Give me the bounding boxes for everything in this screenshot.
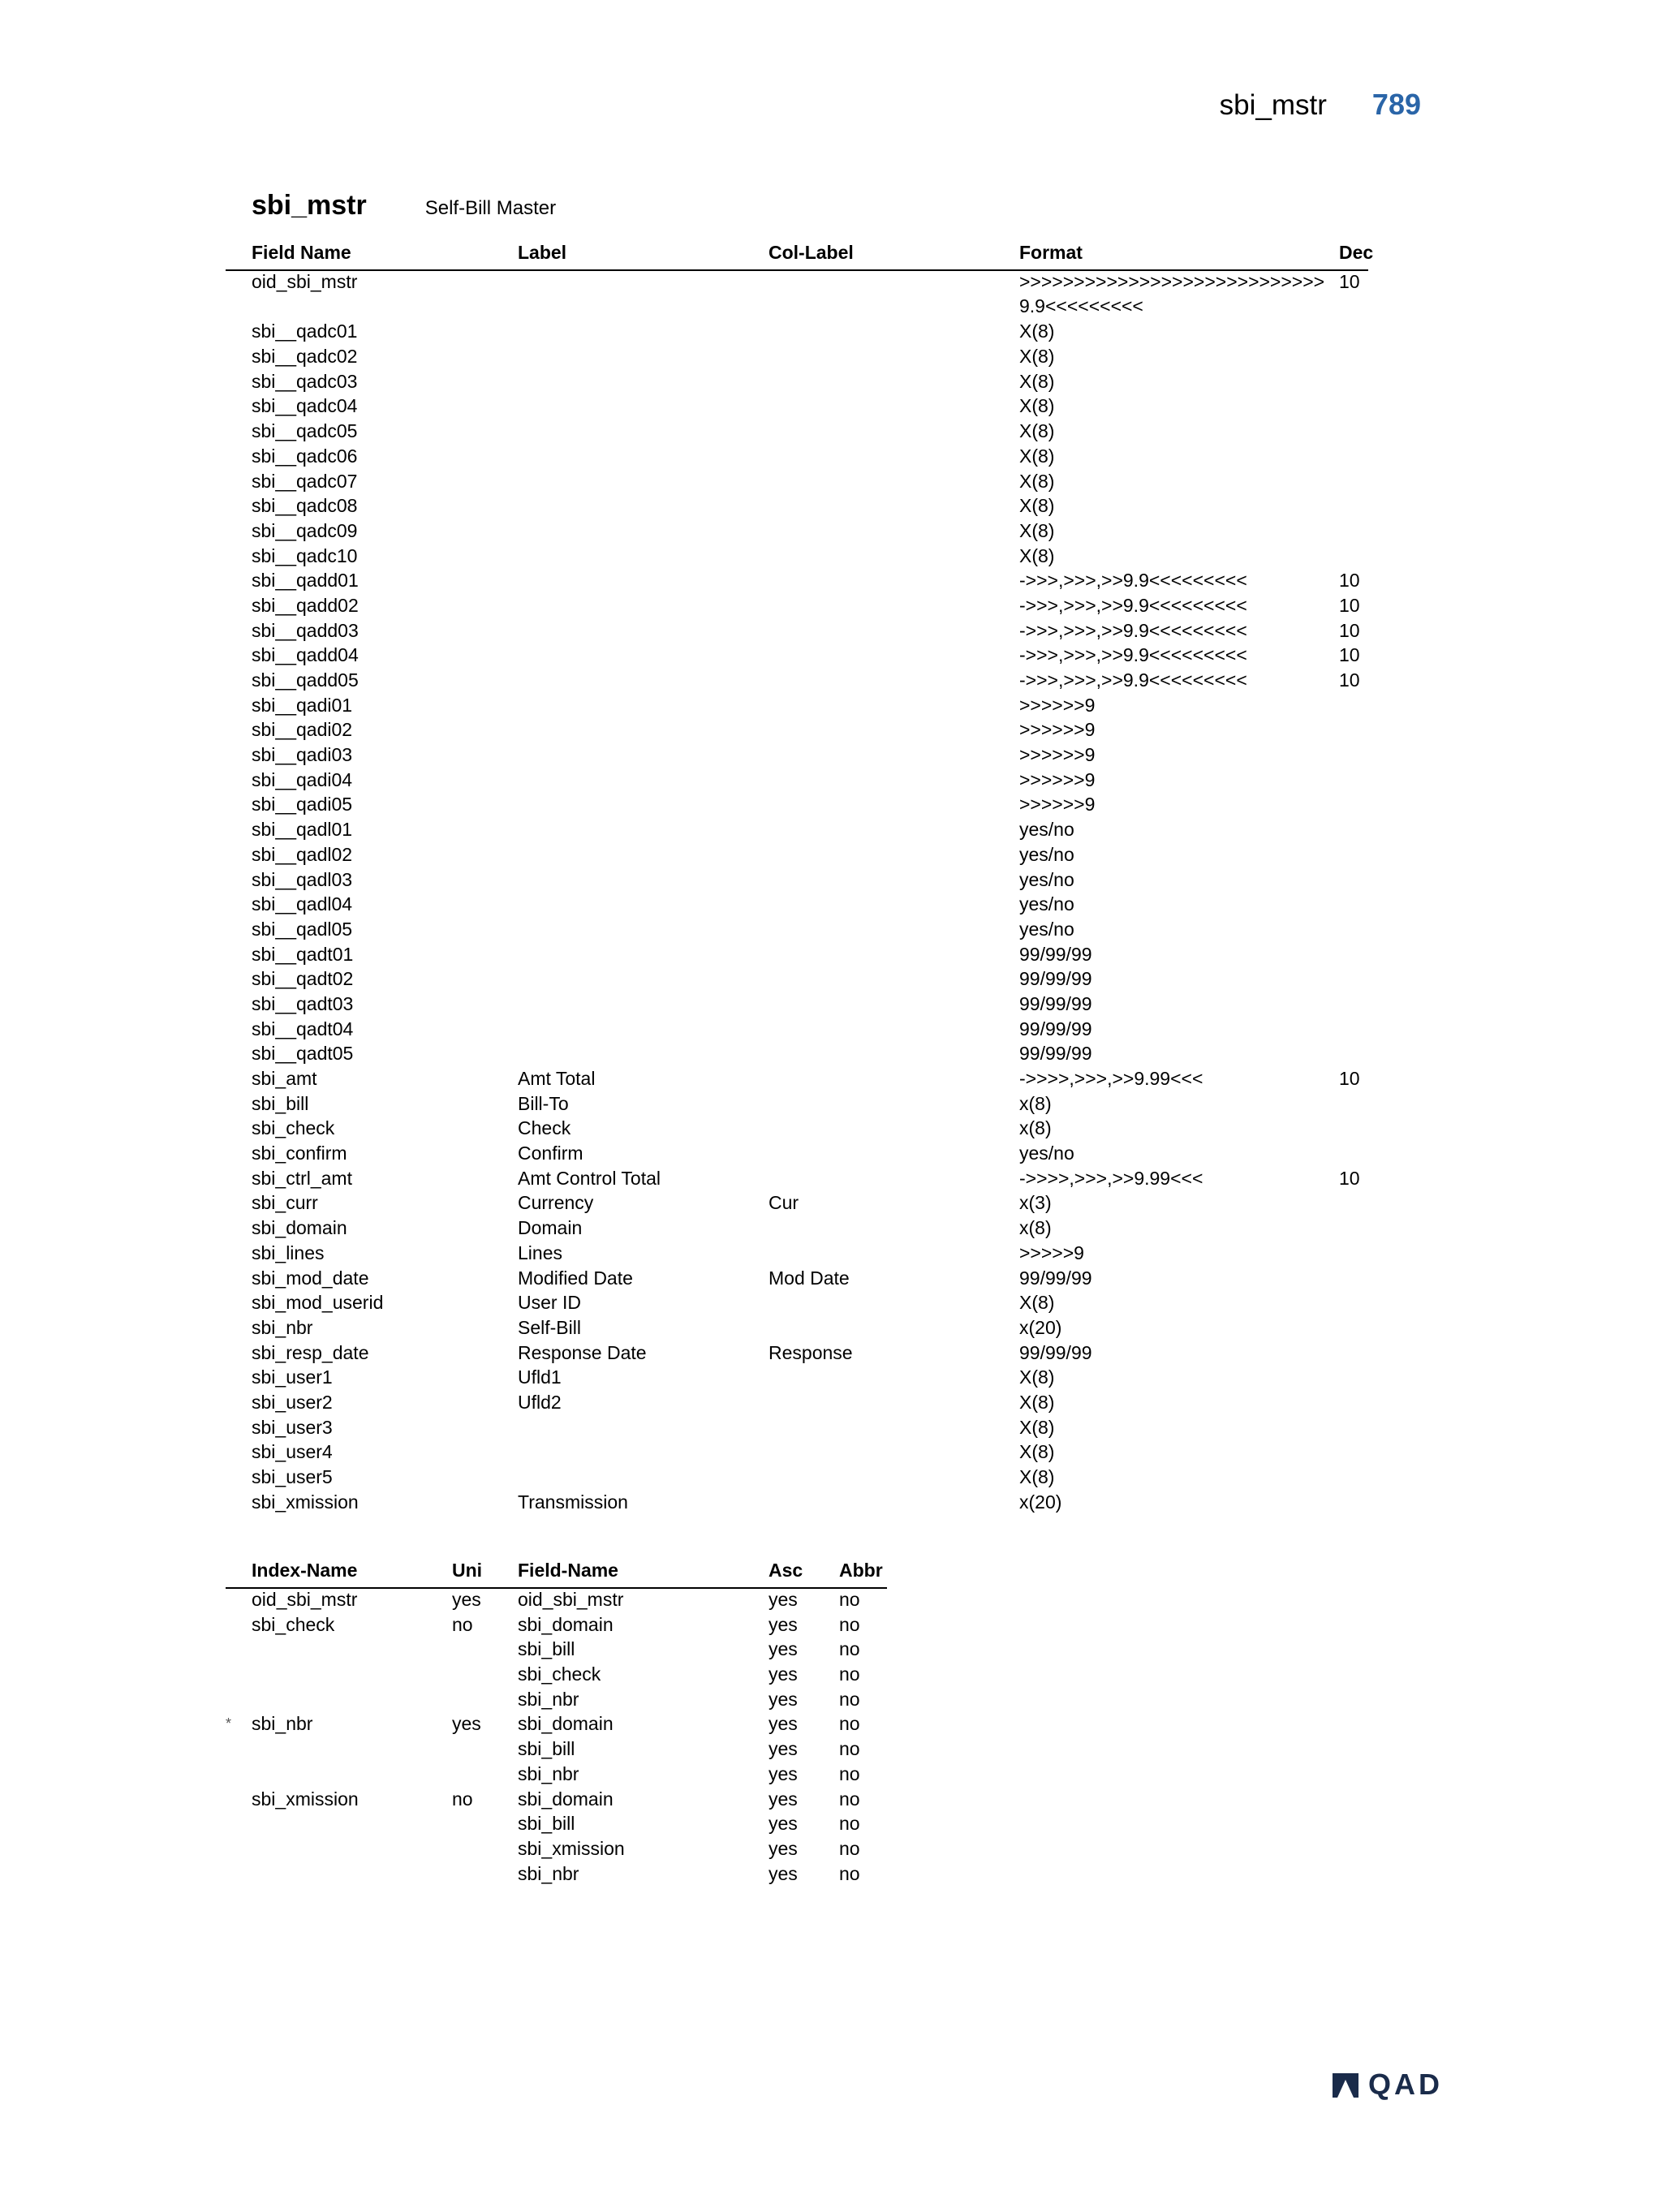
- index-table: [226, 1560, 887, 1886]
- field-format: yes/no: [1019, 868, 1074, 890]
- table-row: [226, 319, 1368, 344]
- field-format: X(8): [1019, 1441, 1055, 1463]
- field-format: X(8): [1019, 470, 1055, 492]
- field-format: >>>>>>9: [1019, 744, 1096, 766]
- index-field-name: sbi_bill: [518, 1638, 575, 1660]
- field-name: sbi__qadd03: [252, 619, 359, 641]
- index-ascending: yes: [769, 1837, 798, 1859]
- field-col-label: Mod Date: [769, 1267, 850, 1289]
- table-row: [226, 1762, 887, 1787]
- field-dec: 10: [1339, 1068, 1360, 1090]
- table-row: [226, 643, 1368, 668]
- field-name: oid_sbi_mstr: [252, 271, 358, 292]
- field-format: ->>>,>>>,>>9.9<<<<<<<<<: [1019, 619, 1247, 641]
- field-name: sbi_check: [252, 1117, 335, 1139]
- field-format: X(8): [1019, 1292, 1055, 1314]
- field-name: sbi__qadl05: [252, 918, 353, 940]
- column-header-dec: Dec: [1339, 242, 1374, 263]
- table-row: [226, 394, 1368, 419]
- index-field-name: oid_sbi_mstr: [518, 1589, 624, 1610]
- table-row: [226, 269, 1368, 319]
- field-name: sbi__qadl02: [252, 843, 353, 865]
- field-name: sbi__qadc10: [252, 544, 358, 566]
- field-dec: 10: [1339, 669, 1360, 691]
- field-label: Confirm: [518, 1143, 583, 1164]
- field-name: sbi__qadc04: [252, 395, 358, 417]
- table-row: [226, 1612, 887, 1637]
- index-abbreviated: no: [839, 1813, 860, 1835]
- index-ascending: yes: [769, 1663, 798, 1685]
- index-field-name: sbi_nbr: [518, 1762, 579, 1784]
- column-header-field-name: Field-Name: [518, 1560, 618, 1581]
- table-row: [226, 1190, 1368, 1216]
- index-unique: yes: [452, 1589, 481, 1610]
- field-name: sbi_amt: [252, 1068, 317, 1090]
- field-col-label: Response: [769, 1341, 853, 1363]
- field-format: 99/99/99: [1019, 992, 1092, 1014]
- field-name: sbi_domain: [252, 1217, 347, 1239]
- running-head-title: sbi_mstr: [1219, 89, 1327, 121]
- field-format: 99/99/99: [1019, 1267, 1092, 1289]
- table-row: [226, 1091, 1368, 1117]
- field-name: sbi__qadl04: [252, 893, 353, 915]
- field-label: Bill-To: [518, 1092, 569, 1114]
- index-field-name: sbi_domain: [518, 1613, 614, 1635]
- field-name: sbi__qadi02: [252, 719, 353, 741]
- table-row: [226, 1490, 1368, 1515]
- table-row: [226, 1787, 887, 1812]
- field-name: sbi__qadd02: [252, 594, 359, 616]
- table-row: [226, 817, 1368, 842]
- index-abbreviated: no: [839, 1738, 860, 1760]
- table-row: [226, 1736, 887, 1762]
- field-name: sbi__qadc03: [252, 370, 358, 392]
- field-rows: [226, 269, 1368, 1514]
- field-name: sbi__qadt01: [252, 943, 354, 965]
- field-format: yes/no: [1019, 819, 1074, 841]
- field-name: sbi_curr: [252, 1192, 318, 1214]
- table-row: [226, 966, 1368, 992]
- table-row: [226, 1116, 1368, 1141]
- field-label: Response Date: [518, 1341, 647, 1363]
- field-label: Currency: [518, 1192, 594, 1214]
- table-row: [226, 1141, 1368, 1166]
- index-name: sbi_check: [252, 1613, 335, 1635]
- index-abbreviated: no: [839, 1713, 860, 1735]
- field-format: yes/no: [1019, 1143, 1074, 1164]
- field-format: 99/99/99: [1019, 1043, 1092, 1065]
- index-abbreviated: no: [839, 1762, 860, 1784]
- field-name: sbi__qadi05: [252, 794, 353, 816]
- page-number: 789: [1371, 88, 1421, 121]
- table-row: [226, 867, 1368, 893]
- table-title: [252, 190, 556, 222]
- table-row: [226, 1166, 1368, 1191]
- field-dec: 10: [1339, 570, 1360, 592]
- field-name: sbi__qadd01: [252, 570, 359, 592]
- index-table-header: [226, 1560, 887, 1587]
- index-ascending: yes: [769, 1688, 798, 1710]
- field-name: sbi__qadc08: [252, 495, 358, 517]
- table-row: [226, 1290, 1368, 1315]
- table-row: [226, 1587, 887, 1612]
- field-format: X(8): [1019, 395, 1055, 417]
- field-label: User ID: [518, 1292, 581, 1314]
- field-table: [226, 242, 1374, 1514]
- qad-logo-icon: [1329, 2068, 1362, 2101]
- index-abbreviated: no: [839, 1788, 860, 1810]
- index-ascending: yes: [769, 1862, 798, 1884]
- field-name: sbi__qadl03: [252, 868, 353, 890]
- table-row: [226, 1041, 1368, 1066]
- index-abbreviated: no: [839, 1663, 860, 1685]
- table-row: [226, 1687, 887, 1712]
- table-name: sbi_mstr: [252, 190, 367, 221]
- column-header-asc: Asc: [769, 1560, 803, 1581]
- index-field-name: sbi_xmission: [518, 1837, 625, 1859]
- field-name: sbi__qadl01: [252, 819, 353, 841]
- field-name: sbi_mod_userid: [252, 1292, 384, 1314]
- field-name: sbi_resp_date: [252, 1341, 369, 1363]
- index-ascending: yes: [769, 1762, 798, 1784]
- index-ascending: yes: [769, 1713, 798, 1735]
- index-field-name: sbi_nbr: [518, 1688, 579, 1710]
- table-row: [226, 1711, 887, 1736]
- field-format: X(8): [1019, 1391, 1055, 1413]
- field-name: sbi_mod_date: [252, 1267, 369, 1289]
- field-name: sbi_xmission: [252, 1491, 359, 1513]
- field-dec: 10: [1339, 271, 1360, 292]
- index-name: sbi_xmission: [252, 1788, 359, 1810]
- field-format: >>>>>>9: [1019, 694, 1096, 716]
- running-head: [1220, 88, 1421, 122]
- field-format: ->>>>,>>>,>>9.99<<<: [1019, 1068, 1203, 1090]
- table-row: [226, 1266, 1368, 1291]
- table-row: [226, 768, 1368, 793]
- field-name: sbi_user1: [252, 1366, 333, 1388]
- field-label: Self-Bill: [518, 1316, 581, 1338]
- table-row: [226, 519, 1368, 544]
- index-ascending: yes: [769, 1813, 798, 1835]
- field-label: Ufld2: [518, 1391, 562, 1413]
- field-format: X(8): [1019, 1416, 1055, 1438]
- index-unique: no: [452, 1788, 473, 1810]
- field-format: yes/no: [1019, 893, 1074, 915]
- field-name: sbi__qadd05: [252, 669, 359, 691]
- field-label: Transmission: [518, 1491, 628, 1513]
- field-name: sbi__qadc05: [252, 420, 358, 442]
- table-row: [226, 1241, 1368, 1266]
- index-field-name: sbi_check: [518, 1663, 601, 1685]
- field-format: x(8): [1019, 1217, 1052, 1239]
- index-ascending: yes: [769, 1613, 798, 1635]
- field-name: sbi__qadd04: [252, 644, 359, 666]
- field-name: sbi__qadi03: [252, 744, 353, 766]
- column-header-index-name: Index-Name: [252, 1560, 358, 1581]
- index-ascending: yes: [769, 1589, 798, 1610]
- table-row: [226, 493, 1368, 519]
- index-unique: yes: [452, 1713, 481, 1735]
- field-dec: 10: [1339, 644, 1360, 666]
- index-unique: no: [452, 1613, 473, 1635]
- field-format: x(8): [1019, 1092, 1052, 1114]
- field-format: 99/99/99: [1019, 968, 1092, 990]
- table-row: [226, 369, 1368, 394]
- column-header-field-name: Field Name: [252, 242, 351, 263]
- table-row: [226, 992, 1368, 1017]
- index-abbreviated: no: [839, 1638, 860, 1660]
- logo-text: QAD: [1368, 2068, 1443, 2101]
- field-format: x(8): [1019, 1117, 1052, 1139]
- table-row: [226, 842, 1368, 867]
- table-row: [226, 892, 1368, 917]
- field-name: sbi_confirm: [252, 1143, 347, 1164]
- field-table-header: [226, 242, 1374, 269]
- table-row: [226, 693, 1368, 718]
- table-row: [226, 1440, 1368, 1465]
- table-row: [226, 717, 1368, 742]
- index-abbreviated: no: [839, 1837, 860, 1859]
- field-format: ->>>,>>>,>>9.9<<<<<<<<<: [1019, 669, 1247, 691]
- table-row: [226, 1662, 887, 1687]
- field-format: 99/99/99: [1019, 943, 1092, 965]
- field-name: sbi_user5: [252, 1466, 333, 1488]
- field-name: sbi_lines: [252, 1242, 325, 1263]
- field-format: x(20): [1019, 1316, 1062, 1338]
- field-format: yes/no: [1019, 918, 1074, 940]
- field-dec: 10: [1339, 619, 1360, 641]
- field-format: >>>>>>9: [1019, 719, 1096, 741]
- field-format: X(8): [1019, 544, 1055, 566]
- field-format: X(8): [1019, 370, 1055, 392]
- table-row: [226, 1415, 1368, 1440]
- field-format: X(8): [1019, 519, 1055, 541]
- index-field-name: sbi_domain: [518, 1713, 614, 1735]
- index-field-name: sbi_bill: [518, 1813, 575, 1835]
- index-name: oid_sbi_mstr: [252, 1589, 358, 1610]
- field-format: 99/99/99: [1019, 1018, 1092, 1039]
- field-format: ->>>,>>>,>>9.9<<<<<<<<<: [1019, 570, 1247, 592]
- field-name: sbi__qadt02: [252, 968, 354, 990]
- field-name: sbi_bill: [252, 1092, 309, 1114]
- field-name: sbi__qadt05: [252, 1043, 354, 1065]
- table-row: [226, 668, 1368, 693]
- field-format: >>>>>>>>>>>>>>>>>>>>>>>>>>>>9.9<<<<<<<<<: [1019, 271, 1325, 316]
- field-dec: 10: [1339, 594, 1360, 616]
- field-format: X(8): [1019, 1466, 1055, 1488]
- table-row: [226, 1341, 1368, 1366]
- field-format: ->>>,>>>,>>9.9<<<<<<<<<: [1019, 644, 1247, 666]
- field-format: >>>>>>9: [1019, 768, 1096, 790]
- index-field-name: sbi_bill: [518, 1738, 575, 1760]
- field-name: sbi__qadc01: [252, 321, 358, 342]
- table-row: [226, 469, 1368, 494]
- table-row: [226, 444, 1368, 469]
- table-row: [226, 544, 1368, 569]
- index-abbreviated: no: [839, 1862, 860, 1884]
- field-name: sbi__qadc07: [252, 470, 358, 492]
- index-ascending: yes: [769, 1788, 798, 1810]
- index-ascending: yes: [769, 1738, 798, 1760]
- primary-index-marker: *: [226, 1715, 232, 1732]
- table-row: [226, 618, 1368, 643]
- field-name: sbi_user3: [252, 1416, 333, 1438]
- table-row: [226, 1836, 887, 1861]
- field-name: sbi__qadc06: [252, 445, 358, 467]
- field-label: Domain: [518, 1217, 583, 1239]
- index-ascending: yes: [769, 1638, 798, 1660]
- field-format: yes/no: [1019, 843, 1074, 865]
- field-name: sbi__qadt04: [252, 1018, 354, 1039]
- table-row: [226, 742, 1368, 768]
- field-name: sbi_user4: [252, 1441, 333, 1463]
- table-description: Self-Bill Master: [424, 197, 557, 219]
- table-row: [226, 1017, 1368, 1042]
- field-format: x(20): [1019, 1491, 1062, 1513]
- table-row: [226, 1365, 1368, 1390]
- table-row: [226, 1066, 1368, 1091]
- column-header-abbr: Abbr: [839, 1560, 883, 1581]
- field-format: 99/99/99: [1019, 1341, 1092, 1363]
- table-row: [226, 792, 1368, 817]
- field-label: Ufld1: [518, 1366, 562, 1388]
- index-abbreviated: no: [839, 1589, 860, 1610]
- table-row: [226, 1637, 887, 1662]
- column-header-col-label: Col-Label: [769, 242, 854, 263]
- index-abbreviated: no: [839, 1688, 860, 1710]
- table-row: [226, 1465, 1368, 1490]
- field-format: X(8): [1019, 346, 1055, 368]
- table-row: [226, 593, 1368, 618]
- field-format: X(8): [1019, 1366, 1055, 1388]
- column-header-label: Label: [518, 242, 567, 263]
- field-col-label: Cur: [769, 1192, 799, 1214]
- qad-logo: [1329, 2068, 1443, 2102]
- column-header-format: Format: [1019, 242, 1083, 263]
- field-label: Modified Date: [518, 1267, 633, 1289]
- field-format: X(8): [1019, 420, 1055, 442]
- field-dec: 10: [1339, 1167, 1360, 1189]
- index-field-name: sbi_nbr: [518, 1862, 579, 1884]
- field-name: sbi_nbr: [252, 1316, 313, 1338]
- table-row: [226, 1315, 1368, 1341]
- field-name: sbi__qadi04: [252, 768, 353, 790]
- field-format: ->>>>,>>>,>>9.99<<<: [1019, 1167, 1203, 1189]
- table-row: [226, 344, 1368, 369]
- table-row: [226, 917, 1368, 942]
- table-row: [226, 942, 1368, 967]
- field-name: sbi__qadc02: [252, 346, 358, 368]
- field-format: ->>>,>>>,>>9.9<<<<<<<<<: [1019, 594, 1247, 616]
- field-format: x(3): [1019, 1192, 1052, 1214]
- field-label: Check: [518, 1117, 571, 1139]
- table-row: [226, 568, 1368, 593]
- table-row: [226, 1861, 887, 1887]
- field-name: sbi__qadt03: [252, 992, 354, 1014]
- field-format: X(8): [1019, 495, 1055, 517]
- column-header-uni: Uni: [452, 1560, 483, 1581]
- field-format: X(8): [1019, 321, 1055, 342]
- index-abbreviated: no: [839, 1613, 860, 1635]
- field-format: >>>>>9: [1019, 1242, 1084, 1263]
- index-rows: [226, 1587, 887, 1886]
- field-label: Amt Control Total: [518, 1167, 661, 1189]
- field-name: sbi__qadc09: [252, 519, 358, 541]
- field-format: X(8): [1019, 445, 1055, 467]
- field-label: Lines: [518, 1242, 562, 1263]
- field-label: Amt Total: [518, 1068, 596, 1090]
- table-row: [226, 419, 1368, 444]
- table-row: [226, 1390, 1368, 1415]
- field-format: >>>>>>9: [1019, 794, 1096, 816]
- index-name: sbi_nbr: [252, 1713, 313, 1735]
- field-name: sbi_user2: [252, 1391, 333, 1413]
- field-name: sbi__qadi01: [252, 694, 353, 716]
- table-row: [226, 1216, 1368, 1241]
- table-row: [226, 1811, 887, 1836]
- field-name: sbi_ctrl_amt: [252, 1167, 352, 1189]
- index-field-name: sbi_domain: [518, 1788, 614, 1810]
